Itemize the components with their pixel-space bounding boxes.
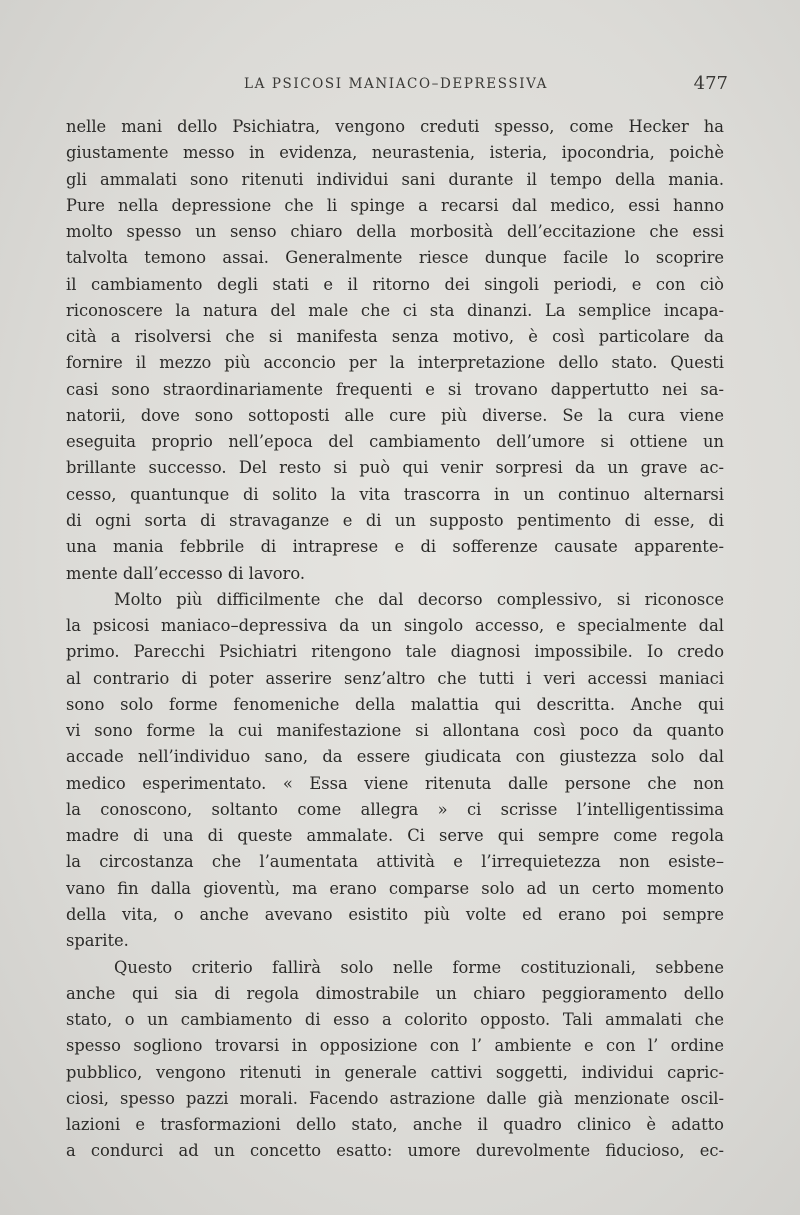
text-line: sono solo forme fenomeniche della malattia qui descritta. Anche qui [66,694,724,714]
text-line: il cambiamento degli stati e il ritorno dei singoli periodi, e con ciò [66,274,724,294]
text-line: vi sono forme la cui manifestazione si allontana così poco da quanto [66,721,724,741]
text-line: ciosi, spesso pazzi morali. Facendo astrazione dalle già menzionate oscil- [66,1088,724,1108]
text-line: talvolta temono assai. Generalmente riesce dunque facile lo scoprire [66,248,724,268]
text-line: fornire il mezzo più acconcio per la interpretazione dello stato. Questi [66,353,724,373]
running-title: LA PSICOSI MANIACO–DEPRESSIVA [244,76,548,92]
text-line: sparite. [66,931,129,951]
text-line: molto spesso un senso chiaro della morbosità dell’eccitazione che essi [66,222,724,242]
text-line: gli ammalati sono ritenuti individui sani durante il tempo della mania. [66,169,724,189]
text-line: pubblico, vengono ritenuti in generale cattivi soggetti, individui capric- [66,1062,724,1082]
text-line: primo. Parecchi Psichiatri ritengono tale diagnosi impossibile. Io credo [66,642,724,662]
text-line: cità a risolversi che si manifesta senza motivo, è così particolare da [66,327,724,347]
text-line: la conoscono, soltanto come allegra » ci scrisse l’intelligentissima [66,799,724,819]
page-number: 477 [693,73,728,94]
text-line: mente dall’eccesso di lavoro. [66,563,306,583]
text-line: natorii, dove sono sottoposti alle cure più diverse. Se la cura viene [66,405,724,425]
text-line: cesso, quantunque di solito la vita trascorra in un continuo alternarsi [66,484,724,504]
text-line: Pure nella depressione che li spinge a recarsi dal medico, essi hanno [66,195,724,215]
text-line: stato, o un cambiamento di esso a colorito opposto. Tali ammalati che [66,1010,724,1030]
text-line: vano fin dalla gioventù, ma erano comparse solo ad un certo momento [66,878,724,898]
text-line: nelle mani dello Psichiatra, vengono creduti spesso, come Hecker ha [66,117,724,136]
text-line: eseguita proprio nell’epoca del cambiamento dell’umore si ottiene un [66,432,724,452]
text-line: medico esperimentato. « Essa viene ritenuta dalle persone che non [66,773,724,793]
text-line: brillante successo. Del resto si può qui venir sorpresi da un grave ac- [66,458,724,478]
text-line: di ogni sorta di stravaganze e di un supposto pentimento di esse, di [66,510,724,530]
text-line: casi sono straordinariamente frequenti e si trovano dappertutto nei sa- [66,379,724,399]
text-line: lazioni e trasformazioni dello stato, anche il quadro clinico è adatto [66,1115,724,1135]
text-line: a condurci ad un concetto esatto: umore durevolmente fiducioso, ec- [66,1141,724,1161]
running-header [64,73,728,98]
text-line: una mania febbrile di intraprese e di sofferenze causate apparente- [66,537,724,557]
text-line: giustamente messo in evidenza, neurastenia, isteria, ipocondria, poichè [66,143,724,163]
text-line: al contrario di poter asserire senz’altro che tutti i veri accessi maniaci [66,668,724,688]
text-line: della vita, o anche avevano esistito più volte ed erano poi sempre [66,904,724,924]
text-line: anche qui sia di regola dimostrabile un chiaro peggioramento dello [66,983,724,1003]
paragraph-start-line: Molto più difficilmente che dal decorso complessivo, si riconosce [114,589,724,609]
text-line: madre di una di queste ammalate. Ci serve qui sempre come regola [66,826,724,846]
text-line: riconoscere la natura del male che ci sta dinanzi. La semplice incapa- [66,300,724,320]
text-line: accade nell’individuo sano, da essere giudicata con giustezza solo dal [66,747,724,767]
text-line: la psicosi maniaco–depressiva da un singolo accesso, e specialmente dal [66,616,724,636]
text-line: spesso sogliono trovarsi in opposizione con l’ ambiente e con l’ ordine [66,1036,724,1056]
paragraph-start-line: Questo criterio fallirà solo nelle forme costituzionali, sebbene [114,957,724,977]
text-line: la circostanza che l’aumentata attività e l’irrequietezza non esiste– [66,852,724,872]
body-text [66,114,724,1165]
